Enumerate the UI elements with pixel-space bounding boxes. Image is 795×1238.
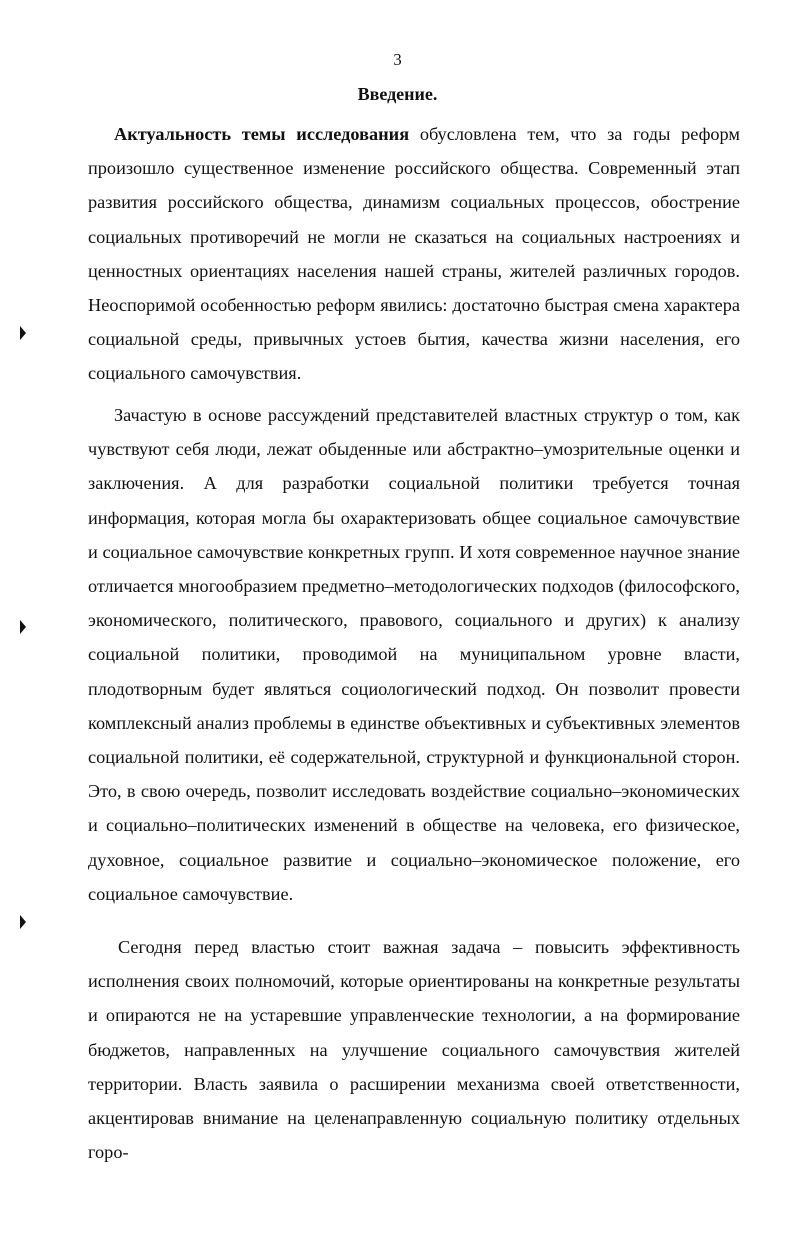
paragraph-power-task: Сегодня перед властью стоит важная задача – повысить эффективность исполнения своих полномочий, которые ориентированы на конкретные результаты и опираются не на устаревшие управленческие технологии, а на формирование бюджетов, направленных на улучшение социального самочувствия жителей территории. Власть заявила о расширении механизма своей ответственности, акцентировав внимание на целенаправленную социальную политику отдельных горо- — [88, 937, 740, 1163]
paragraph-lead-bold: Актуальность темы исследования — [114, 124, 410, 144]
binding-mark-icon — [20, 915, 26, 929]
paragraph-relevance — [88, 117, 740, 391]
binding-mark-icon — [20, 620, 26, 634]
binding-mark-icon — [20, 326, 26, 340]
section-title: Введение. — [357, 84, 438, 104]
paragraph-power-assessment: Зачастую в основе рассуждений представителей властных структур о том, как чувствуют себя люди, лежат обыденные или абстрактно–умозрительные оценки и заключения. А для разработки социальной политики требуется точная информация, которая могла бы охарактеризовать общее социальное самочувствие и социальное самочувствие конкретных групп. И хотя современное научное знание отличается многообразием предметно–методологических подходов (философского, экономического, политического, правового, социального и других) к анализу социальной политики, проводимой на муниципальном уровне власти, плодотворным будет являться социологический подход. Он позволит провести комплексный анализ проблемы в единстве объективных и субъективных элементов социальной политики, её содержательной, структурной и функциональной сторон. Это, в свою очередь, позволит исследовать воздействие социально–экономических и социально–политических изменений в обществе на человека, его физическое, духовное, социальное развитие и социально–экономическое положение, его социальное самочувствие. — [88, 405, 740, 904]
page-number: 3 — [393, 50, 402, 69]
paragraph-text: обусловлена тем, что за годы реформ произошло существенное изменение российского общества. Современный этап развития российского общества, динамизм социальных процессов, обострение социальных противоречий не могли не сказаться на социальных настроениях и ценностных ориентациях населения нашей страны, жителей различных городов. Неоспоримой особенностью реформ явились: достаточно быстрая смена характера социальной среды, привычных устоев бытия, качества жизни населения, его социального самочувствия. — [88, 124, 740, 384]
